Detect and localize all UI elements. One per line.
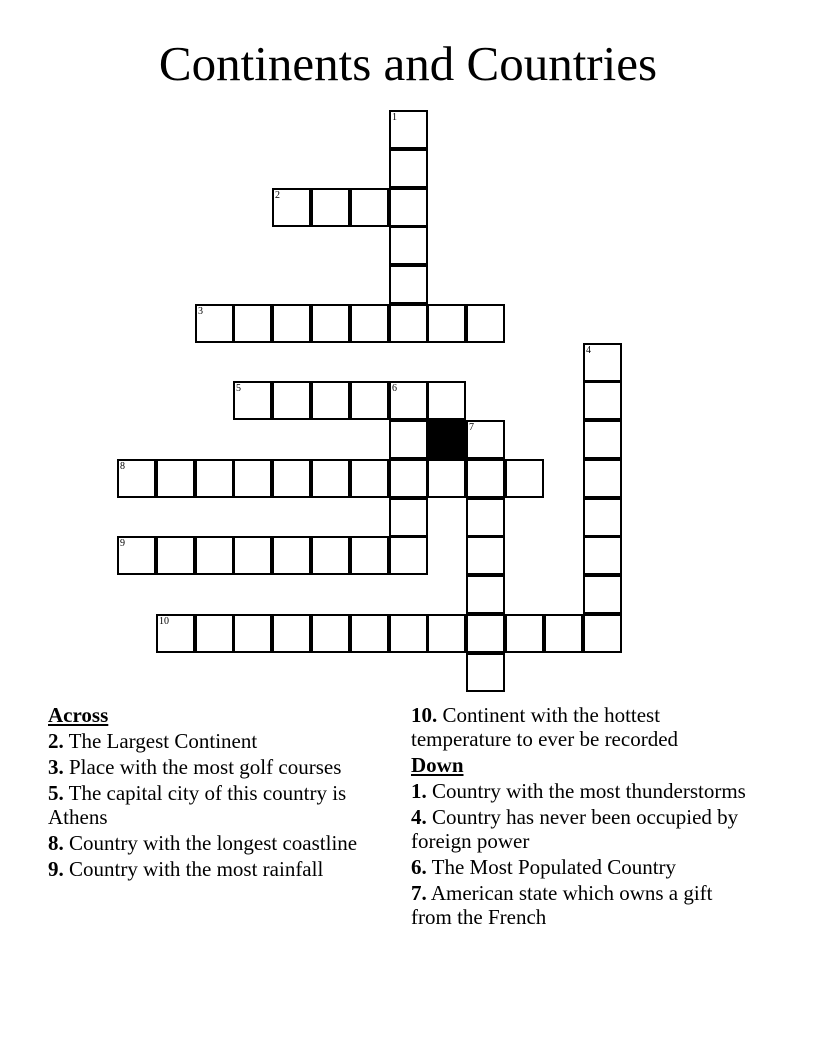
- cell-number: 10: [159, 616, 169, 627]
- black-square: [427, 420, 466, 459]
- grid-cell[interactable]: [389, 226, 428, 265]
- clue-number: 8.: [48, 831, 64, 855]
- grid-cell[interactable]: [389, 459, 428, 498]
- grid-cell[interactable]: [311, 536, 350, 575]
- grid-cell[interactable]: [466, 420, 505, 459]
- grid-cell[interactable]: [427, 459, 466, 498]
- clue-number: 6.: [411, 855, 427, 879]
- clue-across-10: [411, 703, 751, 751]
- grid-cell[interactable]: [583, 420, 622, 459]
- across-heading: Across: [48, 703, 109, 727]
- grid-cell[interactable]: [466, 536, 505, 575]
- down-heading: Down: [411, 753, 464, 777]
- grid-cell[interactable]: [195, 304, 234, 343]
- grid-cell[interactable]: [156, 459, 195, 498]
- cell-number: 9: [120, 538, 125, 549]
- grid-cell[interactable]: [311, 188, 350, 227]
- clue-text: Country with the longest coastline: [69, 831, 358, 855]
- grid-cell[interactable]: [350, 459, 389, 498]
- grid-cell[interactable]: [389, 614, 428, 653]
- grid-cell[interactable]: [389, 420, 428, 459]
- cell-number: 4: [586, 345, 591, 356]
- clue-text: The capital city of this country is Athens: [48, 781, 347, 829]
- grid-cell[interactable]: [350, 536, 389, 575]
- grid-cell[interactable]: [389, 265, 428, 304]
- grid-cell[interactable]: [233, 381, 272, 420]
- grid-cell[interactable]: [389, 536, 428, 575]
- clues-left-column: [48, 703, 388, 883]
- clue-across-5: [48, 781, 388, 829]
- grid-cell[interactable]: [272, 381, 311, 420]
- cell-number: 3: [198, 306, 203, 317]
- puzzle-title: Continents and Countries: [158, 36, 658, 91]
- grid-cell[interactable]: [350, 381, 389, 420]
- clue-across-8: [48, 831, 388, 855]
- clue-number: 5.: [48, 781, 64, 805]
- cell-number: 2: [275, 190, 280, 201]
- grid-cell[interactable]: [156, 614, 195, 653]
- grid-cell[interactable]: [233, 304, 272, 343]
- grid-cell[interactable]: [233, 459, 272, 498]
- cell-number: 1: [392, 112, 397, 123]
- grid-cell[interactable]: [466, 653, 505, 692]
- grid-cell[interactable]: [583, 498, 622, 537]
- cell-number: 7: [469, 422, 474, 433]
- clue-number: 3.: [48, 755, 64, 779]
- clue-down-7: [411, 881, 751, 929]
- grid-cell[interactable]: [466, 614, 505, 653]
- clue-down-6: [411, 855, 751, 879]
- grid-cell[interactable]: [389, 498, 428, 537]
- grid-cell[interactable]: [427, 304, 466, 343]
- cell-number: 8: [120, 461, 125, 472]
- cell-number: 5: [236, 383, 241, 394]
- grid-cell[interactable]: [350, 304, 389, 343]
- grid-cell[interactable]: [505, 614, 544, 653]
- cell-number: 6: [392, 383, 397, 394]
- grid-cell[interactable]: [583, 614, 622, 653]
- grid-cell[interactable]: [272, 304, 311, 343]
- clue-down-4: [411, 805, 751, 853]
- grid-cell[interactable]: [350, 188, 389, 227]
- grid-cell[interactable]: [544, 614, 583, 653]
- clue-text: American state which owns a gift from the French: [411, 881, 713, 929]
- clue-number: 7.: [411, 881, 427, 905]
- grid-cell[interactable]: [505, 459, 544, 498]
- grid-cell[interactable]: [427, 381, 466, 420]
- grid-cell[interactable]: [389, 188, 428, 227]
- grid-cell[interactable]: [583, 381, 622, 420]
- clue-across-2: [48, 729, 388, 753]
- grid-cell[interactable]: [389, 381, 428, 420]
- grid-cell[interactable]: [583, 459, 622, 498]
- grid-cell[interactable]: [272, 459, 311, 498]
- clue-text: Country with the most thunderstorms: [432, 779, 746, 803]
- grid-cell[interactable]: [156, 536, 195, 575]
- clue-text: The Most Populated Country: [431, 855, 677, 879]
- grid-cell[interactable]: [389, 304, 428, 343]
- grid-cell[interactable]: [233, 536, 272, 575]
- grid-cell[interactable]: [233, 614, 272, 653]
- clue-text: Country with the most rainfall: [69, 857, 324, 881]
- clue-number: 10.: [411, 703, 438, 727]
- clue-text: Country has never been occupied by foreign power: [411, 805, 739, 853]
- grid-cell[interactable]: [427, 614, 466, 653]
- grid-cell[interactable]: [583, 575, 622, 614]
- clue-number: 1.: [411, 779, 427, 803]
- clue-number: 4.: [411, 805, 427, 829]
- clues-right-column: [411, 703, 751, 931]
- grid-cell[interactable]: [117, 536, 156, 575]
- grid-cell[interactable]: [195, 536, 234, 575]
- grid-cell[interactable]: [466, 575, 505, 614]
- clue-text: Continent with the hottest temperature to ever be recorded: [411, 703, 679, 751]
- grid-cell[interactable]: [389, 110, 428, 149]
- grid-cell[interactable]: [466, 498, 505, 537]
- grid-cell[interactable]: [195, 614, 234, 653]
- grid-cell[interactable]: [272, 188, 311, 227]
- clue-number: 2.: [48, 729, 64, 753]
- grid-cell[interactable]: [272, 536, 311, 575]
- grid-cell[interactable]: [272, 614, 311, 653]
- grid-cell[interactable]: [311, 381, 350, 420]
- clue-number: 9.: [48, 857, 64, 881]
- clue-across-3: [48, 755, 388, 779]
- grid-cell[interactable]: [311, 459, 350, 498]
- grid-cell[interactable]: [311, 304, 350, 343]
- grid-cell[interactable]: [117, 459, 156, 498]
- clue-across-9: [48, 857, 388, 881]
- clue-text: Place with the most golf courses: [69, 755, 342, 779]
- grid-cell[interactable]: [466, 304, 505, 343]
- grid-cell[interactable]: [466, 459, 505, 498]
- clue-text: The Largest Continent: [68, 729, 258, 753]
- grid-cell[interactable]: [195, 459, 234, 498]
- grid-cell[interactable]: [583, 536, 622, 575]
- clue-down-1: [411, 779, 751, 803]
- grid-cell[interactable]: [350, 614, 389, 653]
- grid-cell[interactable]: [583, 343, 622, 382]
- grid-cell[interactable]: [311, 614, 350, 653]
- grid-cell[interactable]: [389, 149, 428, 188]
